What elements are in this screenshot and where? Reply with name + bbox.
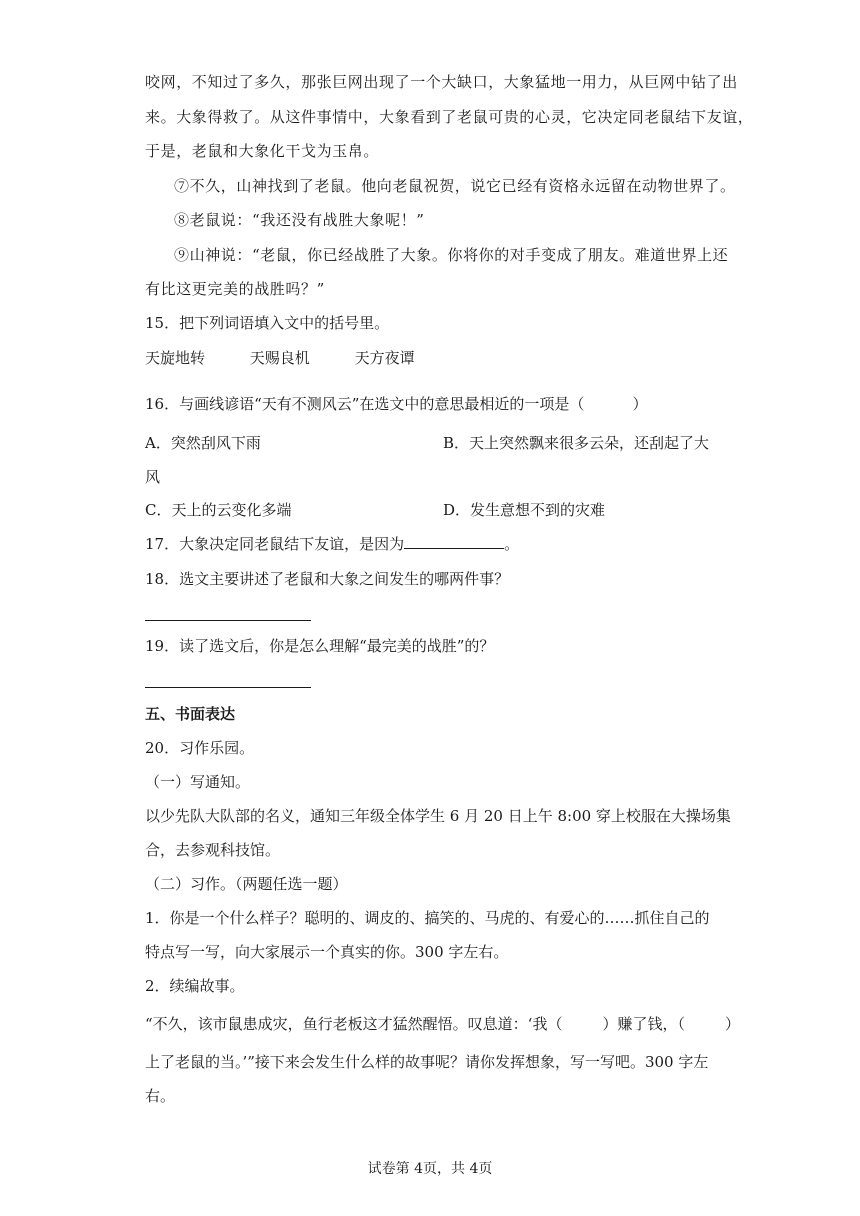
topic-2-line-3: 右。 — [145, 1087, 176, 1105]
option-b: B．天上突然飘来很多云朵，还刮起了大 — [443, 434, 710, 452]
topic-1-line-2: 特点写一写，向大家展示一个真实的你。300 字左右。 — [145, 943, 509, 961]
question-17: 17．大象决定同老鼠结下友谊，是因为 。 — [145, 535, 520, 553]
passage-line-3: 于是，老鼠和大象化干戈为玉帛。 — [145, 142, 380, 160]
option-a: A．突然刮风下雨 — [145, 434, 261, 452]
question-18: 18．选文主要讲述了老鼠和大象之间发生的哪两件事？ — [145, 570, 510, 588]
part-1-line-2: 合，去参观科技馆。 — [145, 841, 281, 859]
question-19: 19．读了选文后，你是怎么理解“最完美的战胜”的？ — [145, 637, 495, 655]
passage-line-2: 来。大象得救了。从这件事情中，大象看到了老鼠可贵的心灵，它决定同老鼠结下友谊， — [145, 108, 754, 126]
word-option-2: 天赐良机 — [249, 349, 310, 367]
answer-blank[interactable] — [404, 534, 504, 549]
word-bank — [145, 348, 455, 368]
answer-line-19[interactable] — [145, 687, 311, 688]
word-option-3: 天方夜谭 — [354, 349, 415, 367]
section-title: 五、书面表达 — [145, 705, 236, 723]
question-15: 15．把下列词语填入文中的括号里。 — [145, 314, 390, 332]
question-16: 16．与画线谚语“天有不测风云”在选文中的意思最相近的一项是（ ） — [145, 395, 648, 413]
passage-paragraph-8: ⑧老鼠说：“我还没有战胜大象呢！” — [174, 211, 425, 229]
topic-2-title: 2．续编故事。 — [145, 977, 245, 995]
answer-line-18[interactable] — [145, 620, 311, 621]
part-1-line-1: 以少先队大队部的名义，通知三年级全体学生 6 月 20 日上午 8:00 穿上校服在大操场集 — [145, 807, 731, 825]
topic-1-line-1: 1．你是一个什么样子？聪明的、调皮的、搞笑的、马虎的、有爱心的……抓住自己的 — [145, 909, 710, 927]
passage-paragraph-9: ⑨山神说：“老鼠，你已经战胜了大象。你将你的对手变成了朋友。难道世界上还 — [174, 246, 729, 264]
word-option-1: 天旋地转 — [145, 349, 206, 367]
passage-line-7: 有比这更完美的战胜吗？” — [145, 280, 325, 298]
question-20: 20．习作乐园。 — [145, 739, 255, 757]
passage-paragraph-7: ⑦不久，山神找到了老鼠。他向老鼠祝贺，说它已经有资格永远留在动物世界了。 — [174, 177, 736, 195]
part-2-title: （二）习作。（两题任选一题） — [145, 875, 348, 893]
option-d: D．发生意想不到的灾难 — [443, 501, 606, 519]
topic-2-line-2: 上了老鼠的当。’”接下来会发生什么样的故事呢？请你发挥想象，写一写吧。300 字左 — [145, 1053, 709, 1071]
page-footer: 试卷第 4页，共 4页 — [367, 1161, 493, 1177]
option-b-continued: 风 — [145, 468, 161, 486]
part-1-title: （一）写通知。 — [145, 773, 251, 791]
topic-2-line-1: “不久，该市鼠患成灾，鱼行老板这才猛然醒悟。叹息道：‘我（ ）赚了钱，（ ） — [145, 1015, 740, 1033]
option-c: C．天上的云变化多端 — [145, 501, 292, 519]
passage-line-1: 咬网，不知过了多久，那张巨网出现了一个大缺口，大象猛地一用力，从巨网中钻了出 — [145, 73, 738, 91]
